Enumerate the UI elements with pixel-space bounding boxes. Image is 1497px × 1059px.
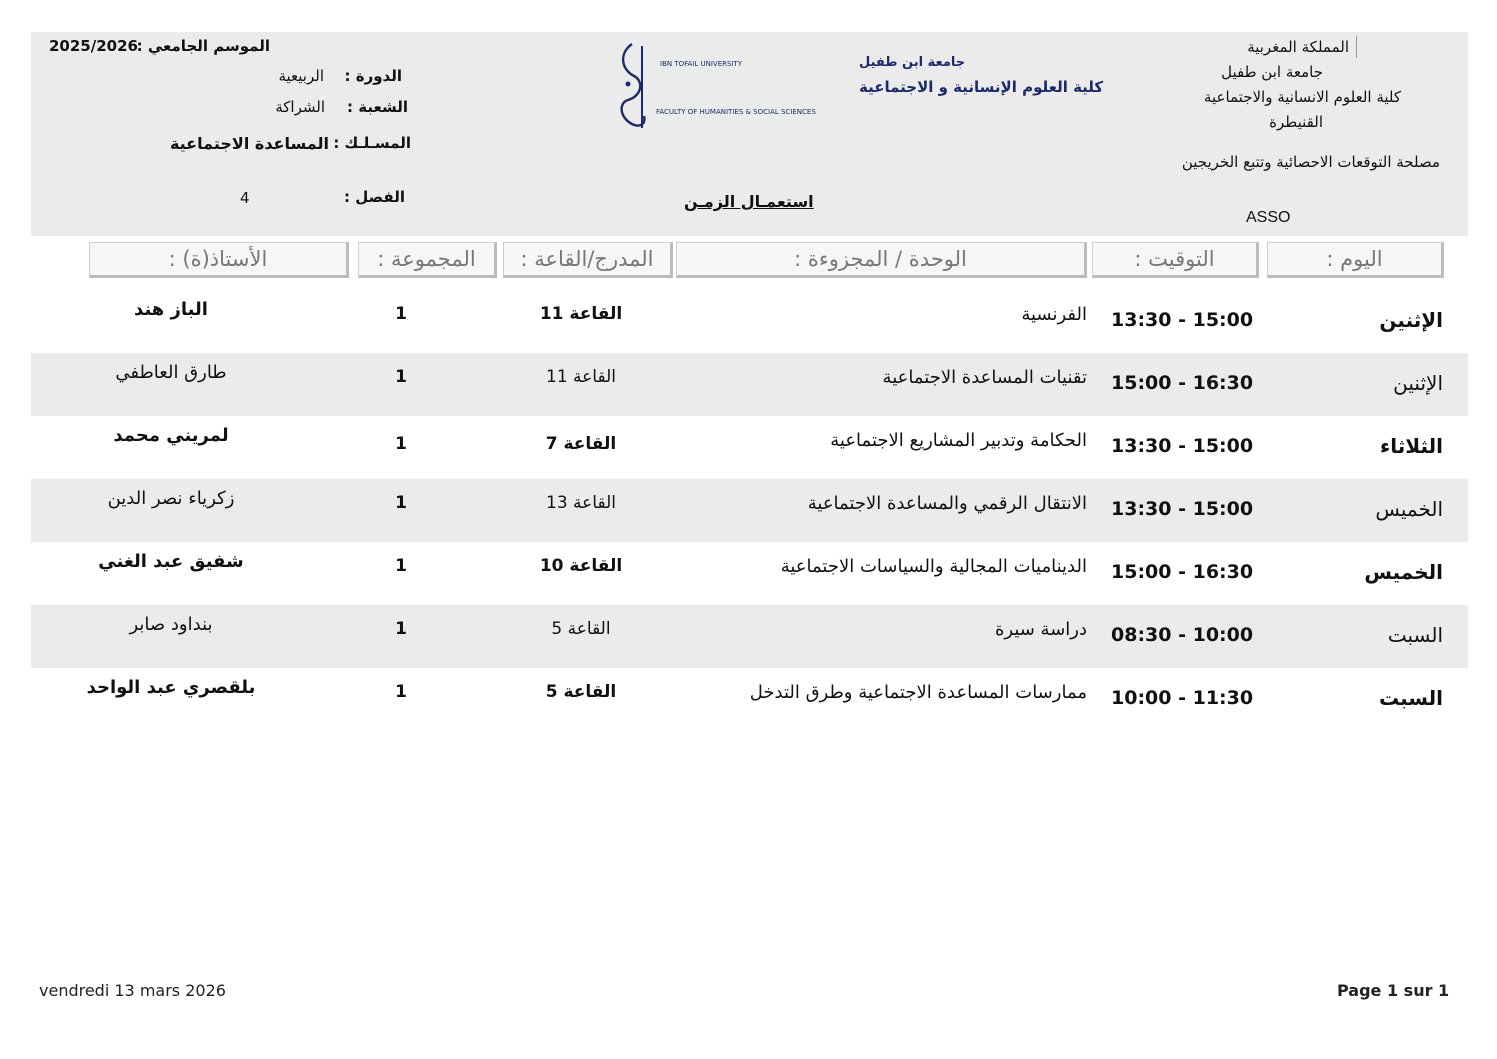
- university-logo: [612, 40, 1104, 132]
- track-value: المساعدة الاجتماعية: [169, 134, 329, 153]
- header-code: ASSO: [1246, 209, 1291, 226]
- column-header-module: الوحدة / المجزوءة :: [676, 242, 1087, 278]
- track-label: المسـلـك :: [333, 134, 411, 152]
- season-label: الموسم الجامعي :: [136, 37, 270, 55]
- column-header-day: اليوم :: [1267, 242, 1444, 278]
- row-day: الإثنين: [1393, 371, 1443, 395]
- row-group: 1: [395, 556, 407, 576]
- row-module: الديناميات المجالية والسياسات الاجتماعية: [780, 556, 1087, 577]
- row-professor: شفيق عبد الغني: [98, 551, 244, 572]
- row-day: الإثنين: [1379, 308, 1443, 332]
- schedule-row: [31, 479, 1468, 542]
- row-day: الخميس: [1375, 497, 1443, 521]
- header-faculty: كلية العلوم الانسانية والاجتماعية: [1203, 88, 1401, 106]
- semester-label: الفصل :: [344, 188, 405, 206]
- row-day: الخميس: [1364, 560, 1443, 584]
- svg-text:IBN TOFAIL UNIVERSITY: IBN TOFAIL UNIVERSITY: [660, 60, 743, 68]
- row-room: القاعة 7: [545, 434, 617, 454]
- row-module: الفرنسية: [1021, 304, 1087, 325]
- branch-label: الشعبة :: [347, 98, 408, 116]
- header-service: مصلحة التوقعات الاحصائية وتتبع الخريجين: [1181, 153, 1440, 171]
- university-logo-graphic: [612, 40, 1104, 132]
- row-time: 13:30 - 15:00: [1111, 435, 1254, 457]
- schedule-row: [31, 353, 1468, 416]
- branch-value: الشراكة: [275, 98, 325, 116]
- row-professor: الباز هند: [134, 299, 208, 320]
- row-room: القاعة 11: [546, 367, 616, 387]
- row-room: القاعة 10: [539, 556, 623, 576]
- row-professor: لمريني محمد: [113, 425, 229, 446]
- row-time: 13:30 - 15:00: [1111, 309, 1254, 331]
- row-time: 15:00 - 16:30: [1111, 561, 1254, 583]
- schedule-row: [31, 290, 1468, 353]
- footer-date: vendredi 13 mars 2026: [39, 981, 226, 1000]
- row-professor: بنداود صابر: [129, 614, 213, 635]
- row-group: 1: [395, 619, 407, 639]
- header-divider: [1356, 36, 1357, 58]
- row-group: 1: [395, 434, 407, 454]
- row-group: 1: [395, 682, 407, 702]
- season-value: 2025/2026: [49, 37, 138, 55]
- header-city: القنيطرة: [1269, 113, 1323, 131]
- semester-value: 4: [240, 189, 250, 207]
- row-time: 13:30 - 15:00: [1111, 498, 1254, 520]
- row-room: القاعة 5: [551, 619, 611, 639]
- row-module: الحكامة وتدبير المشاريع الاجتماعية: [830, 430, 1087, 451]
- row-day: الثلاثاء: [1380, 434, 1443, 458]
- row-module: ممارسات المساعدة الاجتماعية وطرق التدخل: [749, 682, 1087, 703]
- svg-text:جامعة ابن طفيل: جامعة ابن طفيل: [859, 55, 966, 70]
- row-module: دراسة سيرة: [994, 619, 1087, 640]
- column-header-professor: الأستاذ(ة) :: [89, 242, 349, 278]
- schedule-row: [31, 605, 1468, 668]
- row-room: القاعة 13: [546, 493, 616, 513]
- row-professor: زكرياء نصر الدين: [107, 488, 235, 509]
- row-group: 1: [395, 304, 407, 324]
- row-room: القاعة 5: [545, 682, 617, 702]
- schedule-row: [31, 668, 1468, 731]
- row-group: 1: [395, 493, 407, 513]
- row-day: السبت: [1378, 686, 1443, 710]
- column-header-room: المدرج/القاعة :: [503, 242, 673, 278]
- row-time: 15:00 - 16:30: [1111, 372, 1254, 394]
- schedule-row: [31, 416, 1468, 479]
- svg-text:كلية العلوم الإنسانية و الاجتم: كلية العلوم الإنسانية و الاجتماعية: [859, 78, 1104, 96]
- header-university: جامعة ابن طفيل: [1221, 63, 1323, 81]
- row-time: 08:30 - 10:00: [1111, 624, 1254, 646]
- svg-text:FACULTY OF HUMANITIES & SOCIAL: FACULTY OF HUMANITIES & SOCIAL SCIENCES: [656, 108, 816, 116]
- row-day: السبت: [1387, 623, 1443, 647]
- schedule-row: [31, 542, 1468, 605]
- session-label: الدورة :: [344, 67, 402, 85]
- row-time: 10:00 - 11:30: [1111, 687, 1254, 709]
- row-professor: بلقصري عبد الواحد: [86, 677, 256, 698]
- row-professor: طارق العاطفي: [115, 362, 227, 383]
- footer-page-number: Page 1 sur 1: [1337, 981, 1450, 1000]
- row-room: القاعة 11: [539, 304, 623, 324]
- column-header-time: التوقيت :: [1092, 242, 1259, 278]
- header-kingdom: المملكة المغربية: [1247, 38, 1349, 56]
- document-title: استعمـال الزمـن: [684, 192, 814, 211]
- column-header-group: المجموعة :: [358, 242, 497, 278]
- row-group: 1: [395, 367, 407, 387]
- row-module: الانتقال الرقمي والمساعدة الاجتماعية: [807, 493, 1087, 514]
- row-module: تقنيات المساعدة الاجتماعية: [882, 367, 1087, 388]
- session-value: الربيعية: [278, 67, 324, 85]
